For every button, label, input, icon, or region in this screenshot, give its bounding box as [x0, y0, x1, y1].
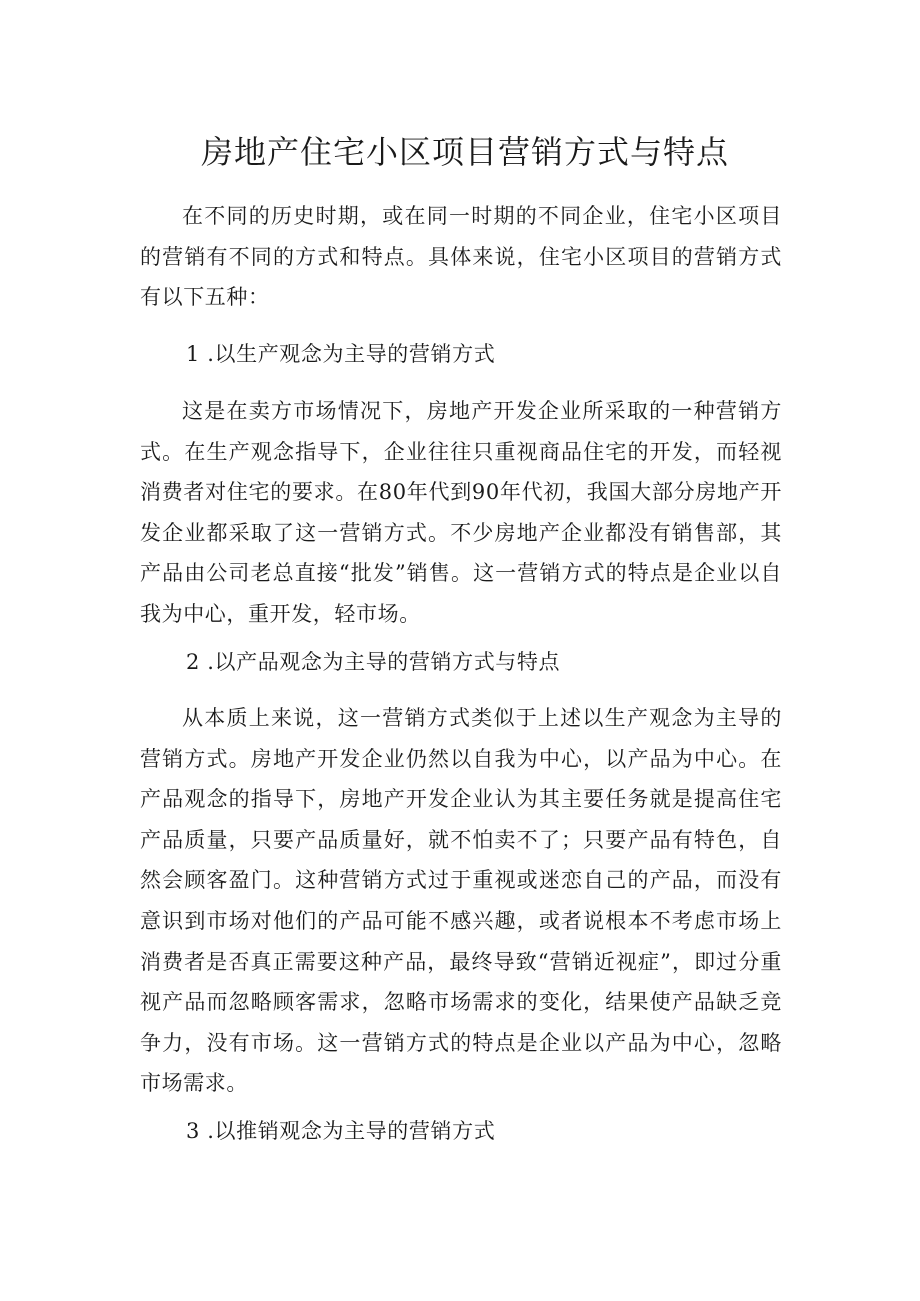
intro-paragraph: 在不同的历史时期，或在同一时期的不同企业，住宅小区项目的营销有不同的方式和特点。具体来说，住宅小区项目的营销方式有以下五种： — [140, 204, 782, 310]
section-2-paragraph: 从本质上来说，这一营销方式类似于上述以生产观念为主导的营销方式。房地产开发企业仍然以自我为中心，以产品为中心。在产品观念的指导下，房地产开发企业认为其主要任务就是提高住宅产品质量，只要产品质量好，就不怕卖不了；只要产品有特色，自然会顾客盈门。这种营销方式过于重视或迷恋自己的产品，而没有意识到市场对他们的产品可能不感兴趣，或者说根本不考虑市场上消费者是否真正需要这种产品，最终导致“营销近视症”，即过分重视产品而忽略顾客需求，忽略市场需求的变化，结果使产品缺乏竞争力，没有市场。这一营销方式的特点是企业以产品为中心，忽略市场需求。 — [140, 706, 782, 1096]
section-1-heading: 1 .以生产观念为主导的营销方式 — [186, 342, 496, 366]
document-title: 房地产住宅小区项目营销方式与特点 — [200, 133, 729, 171]
section-3-heading: 3 .以推销观念为主导的营销方式 — [186, 1119, 496, 1143]
section-1-paragraph: 这是在卖方市场情况下，房地产开发企业所采取的一种营销方式。在生产观念指导下，企业往往只重视商品住宅的开发，而轻视消费者对住宅的要求。在80年代到90年代初，我国大部分房地产开发企业都采取了这一营销方式。不少房地产企业都没有销售部，其产品由公司老总直接“批发”销售。这一营销方式的特点是企业以自我为中心，重开发，轻市场。 — [140, 399, 782, 626]
section-2-heading: 2 .以产品观念为主导的营销方式与特点 — [186, 650, 561, 674]
